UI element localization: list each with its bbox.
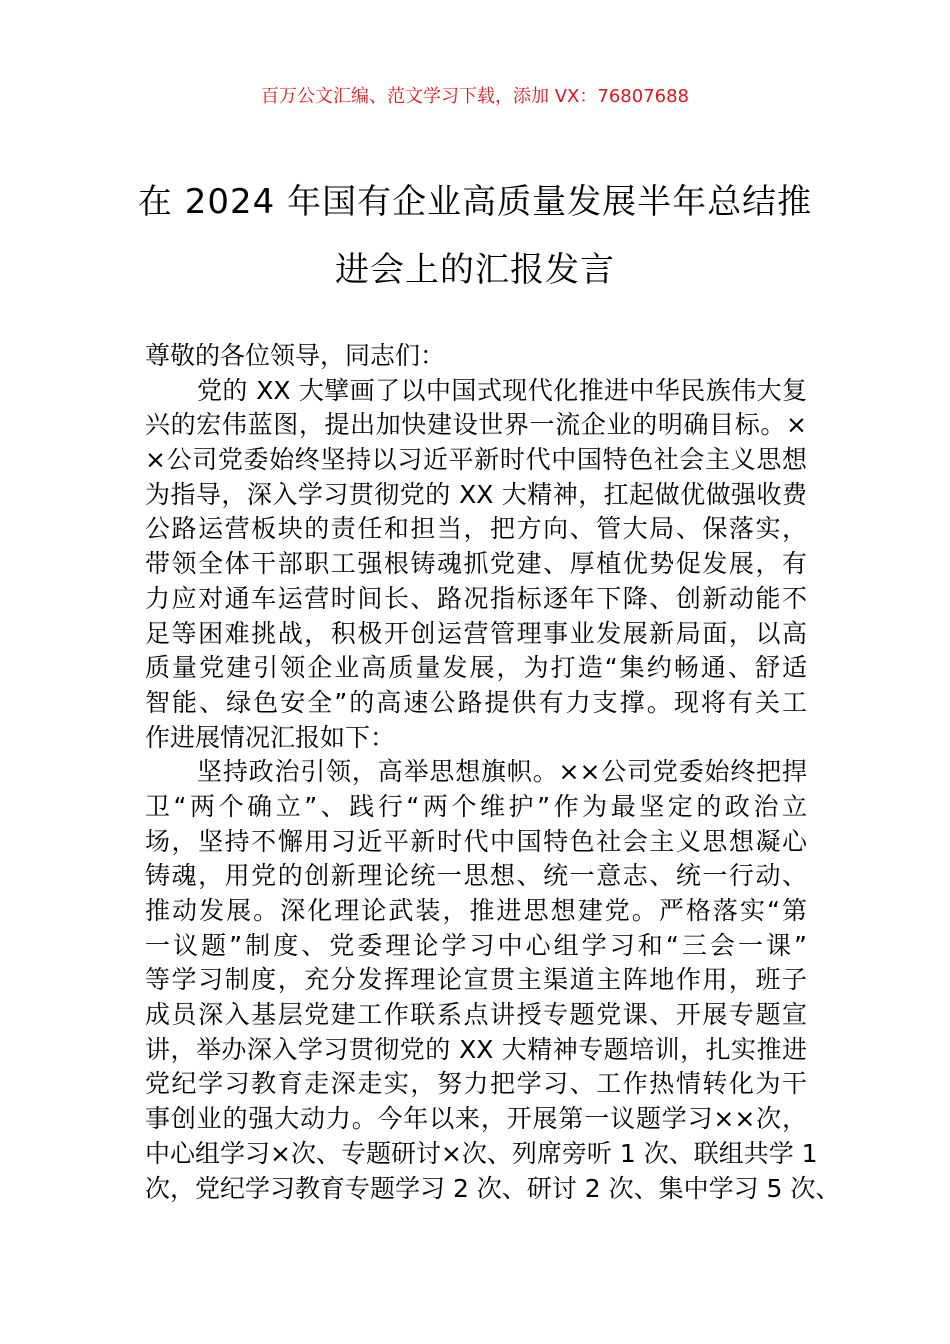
paragraph-line: 等学习制度，充分发挥理论宣贯主渠道主阵地作用，班子 bbox=[145, 965, 807, 995]
paragraph-line: 铸魂，用党的创新理论统一思想、统一意志、统一行动、 bbox=[145, 861, 807, 891]
paragraph-line: 事创业的强大动力。今年以来，开展第一议题学习××次， bbox=[145, 1104, 807, 1134]
paragraph-line: 作进展情况汇报如下： bbox=[145, 722, 396, 752]
paragraph-line: 中心组学习×次、专题研讨×次、列席旁听 1 次、联组共学 1 bbox=[145, 1138, 818, 1168]
document-title-line-1: 在 2024 年国有企业高质量发展半年总结推 bbox=[137, 182, 813, 222]
paragraph-line: ×公司党委始终坚持以习近平新时代中国特色社会主义思想 bbox=[145, 445, 807, 475]
paragraph-line: 力应对通车运营时间长、路况指标逐年下降、创新动能不 bbox=[145, 583, 807, 613]
paragraphs bbox=[145, 374, 841, 1207]
paragraph-line: 卫“两个确立”、践行“两个维护”作为最坚定的政治立 bbox=[145, 791, 807, 821]
paragraph-line: 次，党纪学习教育专题学习 2 次、研讨 2 次、集中学习 5 次、 bbox=[145, 1173, 841, 1203]
document-body bbox=[145, 339, 841, 1206]
paragraph-line: 公路运营板块的责任和担当，把方向、管大局、保落实， bbox=[145, 514, 807, 544]
paragraph-line: 党纪学习教育走深走实，努力把学习、工作热情转化为干 bbox=[145, 1069, 807, 1099]
paragraph-line: 坚持政治引领，高举思想旗帜。××公司党委始终把捍 bbox=[197, 757, 807, 787]
paragraph-line: 一议题”制度、党委理论学习中心组学习和“三会一课” bbox=[145, 930, 807, 960]
paragraph-line: 推动发展。深化理论武装，推进思想建党。严格落实“第 bbox=[145, 896, 807, 925]
paragraph-line: 讲，举办深入学习贯彻党的 XX 大精神专题培训，扎实推进 bbox=[145, 1034, 807, 1064]
paragraph-line: 兴的宏伟蓝图，提出加快建设世界一流企业的明确目标。× bbox=[145, 410, 807, 440]
paragraph-line: 带领全体干部职工强根铸魂抓党建、厚植优势促发展，有 bbox=[145, 549, 807, 579]
paragraph-line: 质量党建引领企业高质量发展，为打造“集约畅通、舒适 bbox=[145, 653, 807, 683]
paragraph-line: 足等困难挑战，积极开创运营管理事业发展新局面，以高 bbox=[145, 618, 807, 648]
paragraph-line: 场，坚持不懈用习近平新时代中国特色社会主义思想凝心 bbox=[145, 826, 807, 856]
document-title-line-2: 进会上的汇报发言 bbox=[335, 250, 615, 290]
greeting: 尊敬的各位领导，同志们： bbox=[145, 341, 446, 370]
paragraph-line: 为指导，深入学习贯彻党的 XX 大精神，扛起做优做强收费 bbox=[145, 479, 807, 509]
paragraph bbox=[145, 755, 841, 1206]
paragraph bbox=[145, 374, 807, 756]
paragraph-line: 党的 XX 大擘画了以中国式现代化推进中华民族伟大复 bbox=[197, 375, 807, 405]
paragraph-line: 成员深入基层党建工作联系点讲授专题党课、开展专题宣 bbox=[145, 1000, 807, 1030]
paragraph-line: 智能、绿色安全”的高速公路提供有力支撑。现将有关工 bbox=[145, 687, 807, 717]
watermark-header: 百万公文汇编、范文学习下载，添加 VX：76807688 bbox=[261, 86, 689, 107]
